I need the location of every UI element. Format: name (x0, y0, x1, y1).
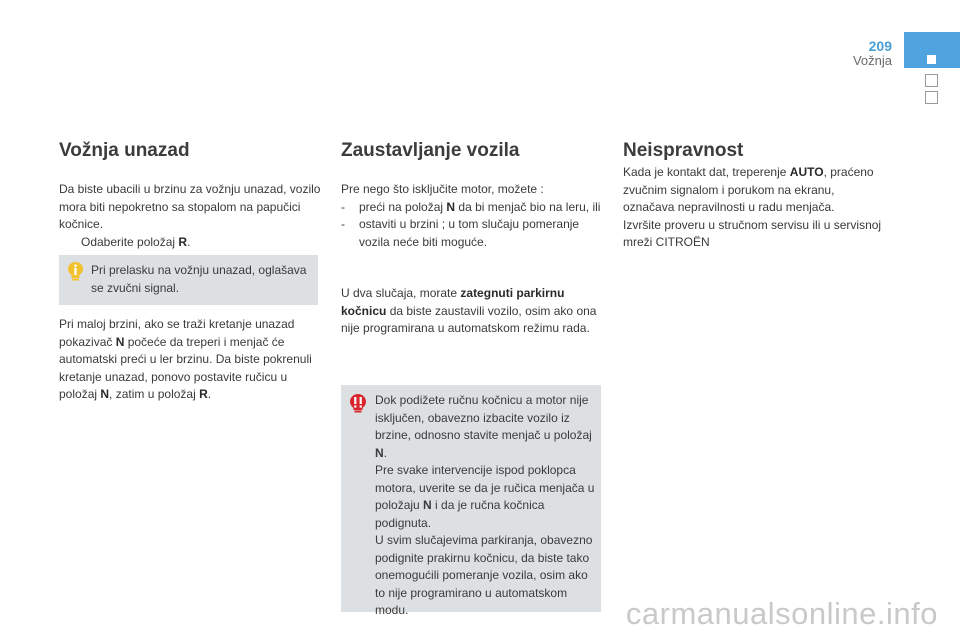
section-title-malfunction: Neispravnost (623, 140, 744, 161)
reverse-intro-paragraph (59, 181, 321, 251)
list-item (341, 216, 603, 251)
warning-note (341, 385, 601, 617)
section-title-reverse: Vožnja unazad (59, 140, 190, 161)
reverse-instruction-text: Odaberite položaj R. (81, 234, 191, 249)
warning-note-text: Dok podižete ručnu kočnicu a motor nije isključen, obavezno izbacite vozilo iz brzine, odnosno stavite menjač u položaj N. Pre svake intervencije ispod poklopca motora, uverite se da je ručica menjača u položaju N i da je ručna kočnica podignuta. U svim slučajevima parkiranja, obavezno podignite prakirnu kočnicu, da biste tako onemogućili pomeranje vozila, osim ako to nije programirano u automatskom modu. (375, 393, 595, 617)
info-note-text: Pri prelasku na vožnju unazad, oglašava se zvučni signal. (91, 263, 307, 295)
watermark: carmanualsonline.info (625, 596, 938, 631)
chapter-tab-marker (927, 55, 936, 64)
chapter-tab-empty (925, 74, 938, 87)
malfunction-paragraph: Kada je kontakt dat, treperenje AUTO, praćeno zvučnim signalom i porukom na ekranu, označava nepravilnosti u radu menjača. Izvršite proveru u stručnom servisu ili u servisnoj mreži CITROËN (623, 165, 882, 249)
list-item-text: preći na položaj N da bi menjač bio na leru, ili (359, 199, 601, 214)
bullet-marker (59, 234, 81, 252)
chapter-title: Vožnja (852, 53, 892, 68)
reverse-intro-text: Da biste ubacili u brzinu za vožnju unazad, vozilo mora biti nepokretno sa stopalom na papučici kočnice. (59, 182, 321, 231)
info-icon (67, 261, 84, 281)
parking-brake-paragraph: U dva slučaja, morate zategnuti parkirnu kočnicu da biste zaustavili vozilo, osim ako ona nije programirana u automatskom režimu rada. (341, 286, 597, 335)
list-item (341, 199, 603, 217)
stopping-intro (341, 181, 603, 251)
section-title-stopping: Zaustavljanje vozila (341, 140, 520, 161)
stopping-intro-text: Pre nego što isključite motor, možete : (341, 182, 544, 196)
warning-icon (349, 393, 367, 413)
page-number: 209 (868, 38, 892, 54)
info-note (59, 255, 318, 305)
reverse-paragraph-2: Pri maloj brzini, ako se traži kretanje unazad pokazivač N počeće da treperi i menjač će automatski preći u ler brzinu. Da biste pokrenuli kretanje unazad, ponovo postavite ručicu u položaj N, zatim u položaj R. (59, 317, 312, 401)
list-item-text: ostaviti u brzini ; u tom slučaju pomeranje vozila neće biti moguće. (359, 217, 580, 249)
dash-marker: - (341, 199, 345, 214)
chapter-tab-empty (925, 91, 938, 104)
dash-marker: - (341, 217, 345, 231)
reverse-instruction (59, 234, 321, 252)
